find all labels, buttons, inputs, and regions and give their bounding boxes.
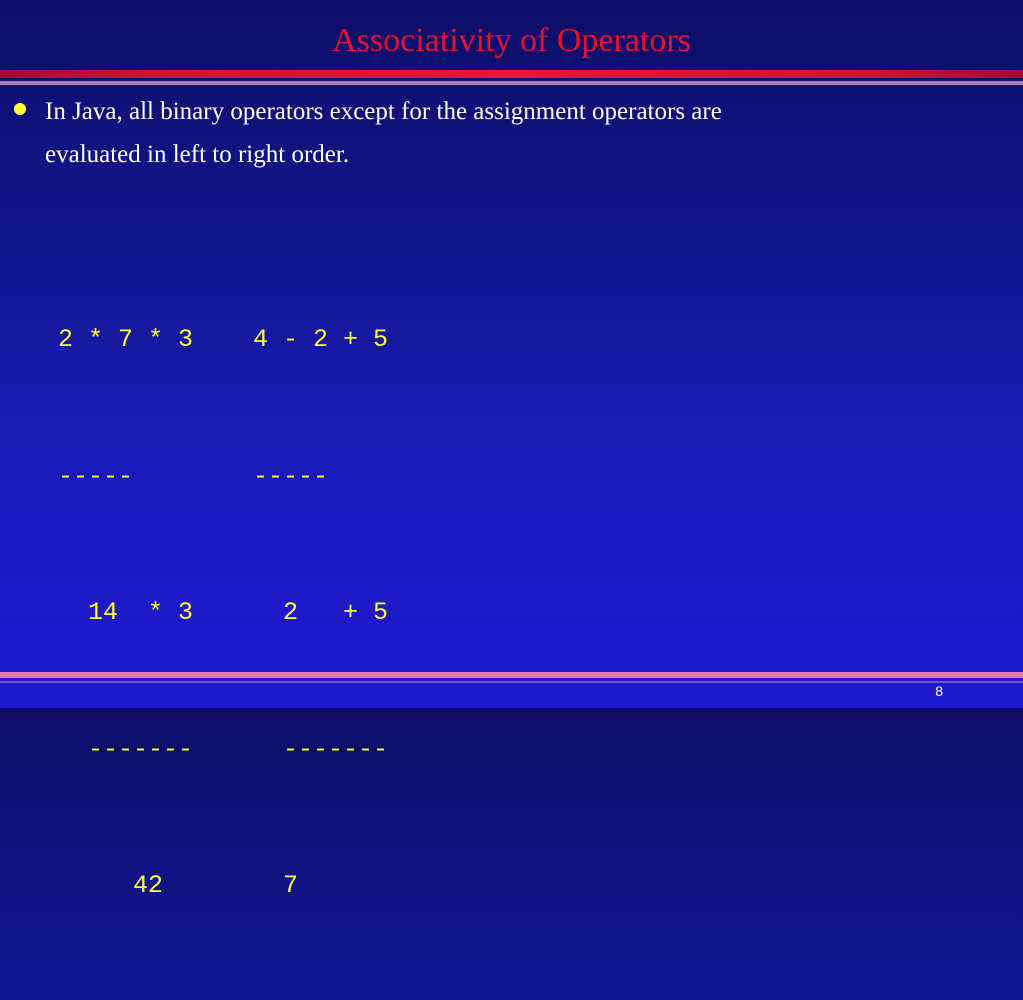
title-divider-red [0,70,1023,78]
bullet-text [45,90,945,176]
code-line-4: ------- ------- [58,734,389,764]
code-line-5: 42 7 [58,871,299,900]
title-divider-violet [0,81,1023,85]
slide-title: Associativity of Operators [332,22,691,59]
code-line-2: ----- ----- [58,461,329,491]
code-line-1: 2 * 7 * 3 4 - 2 + 5 [58,325,389,354]
code-example [58,226,388,1000]
bullet-dot-icon [14,103,26,115]
code-line-3: 14 * 3 2 + 5 [58,598,389,627]
bullet-text-line-1: In Java, all binary operators except for the assignment operators are [45,98,722,125]
footer-divider-pink [0,672,1023,678]
footer-divider-violet [0,681,1023,683]
page-number: 8 [935,683,943,699]
bullet-text-line-2: evaluated in left to right order. [45,141,350,168]
